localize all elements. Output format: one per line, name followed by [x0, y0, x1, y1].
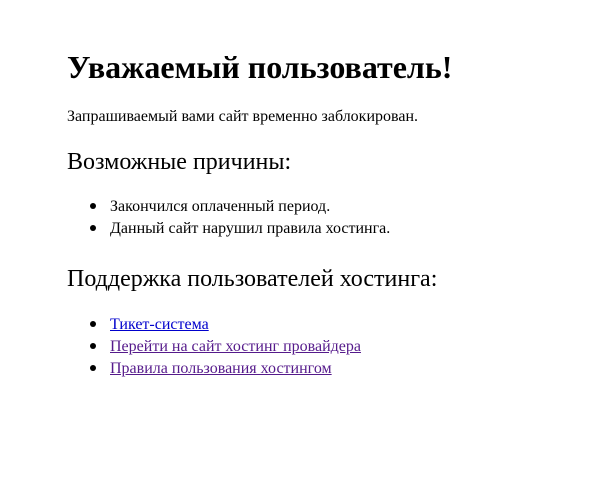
- provider-site-link[interactable]: Перейти на сайт хостинг провайдера: [110, 338, 361, 355]
- list-item: [110, 358, 600, 380]
- list-item: [110, 218, 600, 240]
- reasons-heading: Возможные причины:: [67, 149, 292, 175]
- support-links-list: [67, 294, 600, 380]
- reason-text: Закончился оплаченный период.: [110, 198, 331, 215]
- page-title: Уважаемый пользователь!: [67, 49, 453, 85]
- hosting-rules-link[interactable]: Правила пользования хостингом: [110, 360, 332, 377]
- bullet-icon: [90, 343, 96, 349]
- reasons-list: [67, 177, 600, 240]
- bullet-icon: [90, 225, 96, 231]
- list-item: [110, 196, 600, 218]
- bullet-icon: [90, 365, 96, 371]
- reason-text: Данный сайт нарушил правила хостинга.: [110, 220, 391, 237]
- bullet-icon: [90, 203, 96, 209]
- list-item: [110, 336, 600, 358]
- bullet-icon: [90, 321, 96, 327]
- list-item: [110, 314, 600, 336]
- ticket-system-link[interactable]: Тикет-система: [110, 316, 209, 333]
- blocked-message: Запрашиваемый вами сайт временно заблокирован.: [67, 108, 419, 125]
- support-heading: Поддержка пользователей хостинга:: [67, 266, 438, 292]
